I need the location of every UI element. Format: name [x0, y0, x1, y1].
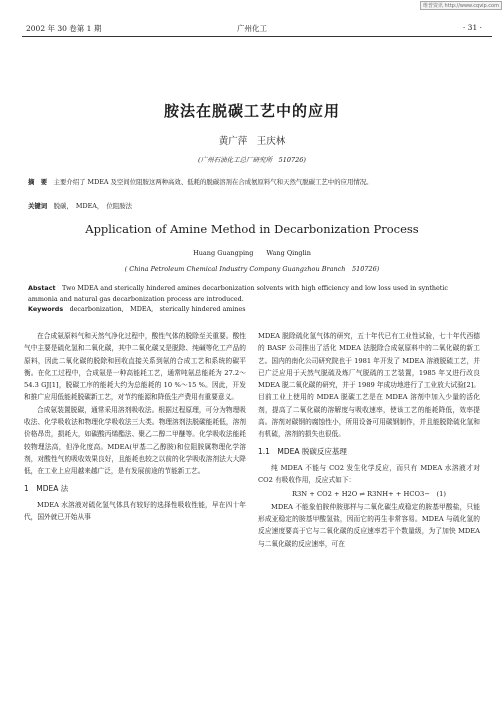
reaction-equation: R3N + CO2 + H2O ⇌ R3NH+ + HCO3− (1) — [291, 489, 446, 498]
abstract-en-label: Abstact — [28, 284, 56, 292]
right-paragraph-1: MDEA 脱除硫化氢气体的研究，五十年代已有工业性试验，七十年代西德的 BASF 公司推出了活化 MDEA 法脱除合成氨原料中的二氧化碳的新工艺。国内的南化公司研究院也于 1981 年开发了 MDEA 溶液脱硫工艺，并已广泛应用于天然气脱硫及炼厂气脱硫的工艺装置，1985 年又进行改良 MDEA 脱二氧化碳的研究，并于 1989 年成功地进行了工业放大试验[2]。目前工业上使用的 MDEA 脱碳工艺是在 MDEA 溶剂中加入少量的活化剂，提高了二氧化碳的溶解度与吸收速率，使该工艺的能耗降低，效率提高。溶剂对碳钢的腐蚀性小，所用设备可用碳钢制作，并且能脱除硫化氢和有机硫，溶剂的损失也很低。 — [258, 332, 480, 439]
paper-authors: 黄广萍 王庆林 — [218, 136, 286, 147]
right-paragraph-2: 纯 MDEA 不能与 CO2 发生化学反应，而只有 MDEA 水溶液才对 CO2 有吸收作用，反应式如下： — [258, 463, 480, 485]
keywords-en-text: decarbonization, MDEA, sterically hindered amines — [69, 305, 246, 313]
keywords-en — [28, 304, 478, 315]
paper-affiliation: (广州石油化工总厂研究所 510726) — [198, 156, 306, 164]
keywords-cn — [28, 201, 478, 212]
keywords-cn-label: 关键词 — [28, 202, 48, 210]
abstract-en — [28, 283, 478, 304]
page-number: · 31 · — [462, 23, 482, 32]
watermark: 维普资讯 http://www.cqvip.com — [420, 1, 502, 10]
keywords-cn-text: 脱碳， MDEA， 位阻胺法 — [53, 202, 133, 210]
abstract-cn-text: 主要介绍了 MDEA 及空间位阻胺这两种高效、低耗的脱碳溶剂在合成氨原料气和天然气脱碳工艺中的应用情况。 — [53, 178, 373, 186]
paper-title: 胺法在脱碳工艺中的应用 — [163, 102, 340, 120]
left-paragraph-1: 在合成氨原料气和天然气净化过程中，酸性气体的脱除至关重要。酸性气中主要是硫化氢和二氧化碳，其中二氧化碳又是脱除、纯碱等化工产品的原料，因此二氧化碳的脱除和回收直接关系到氨的合成工艺和系统的碳平衡。在化工过程中，合成氨是一种高能耗工艺，通常吨氨总能耗为 27.2～54.3 GJ[1]，脱碳工序的能耗大约为总能耗的 10 %～15 %。因此，开发和推广应用低能耗脱碳新工艺，对节约能源和降低生产费用有重要意义。 — [24, 332, 246, 402]
right-column — [258, 330, 480, 550]
abstract-cn — [28, 177, 478, 188]
section-1-heading: 1 MDEA 法 — [24, 483, 69, 493]
paper-authors-en: Huang Guangping Wang Qinglin — [193, 249, 311, 257]
left-paragraph-2: 合成氨装置脱碳，通常采用溶剂吸收法。根据过程原理，可分为物理吸收法、化学吸收法和物理化学吸收法三大类。物理溶剂法脱碳能耗低，溶剂价格昂贵，损耗大，如碳酸丙烯酯法、聚乙二醇二甲醚等。化学吸收法能耗较物理法高，但净化度高。MDEA(甲基二乙醇胺)和位阻胺属物理化学溶剂，对酸性气的吸收效果良好，且能耗也较之以前的化学吸收溶剂法大大降低，在工业上应用越来越广泛，是有发展前途的节能新工艺。 — [24, 405, 246, 476]
left-paragraph-3: MDEA 水溶液对硫化氢气体具有较好的选择性吸收性能，早在四十年代，国外就已开始从事 — [24, 500, 246, 522]
paper-title-en: Application of Amine Method in Decarbonization Process — [85, 222, 419, 236]
abstract-cn-label: 摘 要 — [28, 178, 48, 186]
keywords-en-label: Keywords — [28, 305, 64, 313]
section-1-1-heading: 1.1 MDEA 脱碳反应基理 — [258, 446, 347, 456]
left-column — [24, 330, 246, 523]
abstract-en-text: Two MDEA and sterically hindered amines decarbonization solvents with high efficiency and low loss used in synthetic ammonia and natural gas decarbonization process are introduced. — [28, 284, 448, 303]
journal-issue: 2002 年 30 卷第 1 期 — [26, 24, 102, 33]
header-rule — [22, 36, 492, 37]
right-paragraph-3: MDEA 不能象伯胺仲胺那样与二氧化碳生成稳定的胺基甲酸盐，只能形成亚稳定的胺基甲酸氢盐，因而它的再生非常容易。MDEA 与硫化氢的反应速度要高于它与二氧化碳的反应速率若干个数量级，为了加快 MDEA 与二氧化碳的反应速率，可在 — [258, 502, 480, 548]
paper-affiliation-en: ( China Petroleum Chemical Industry Company Guangzhou Branch 510726) — [124, 265, 380, 273]
journal-name: 广州化工 — [237, 24, 267, 33]
